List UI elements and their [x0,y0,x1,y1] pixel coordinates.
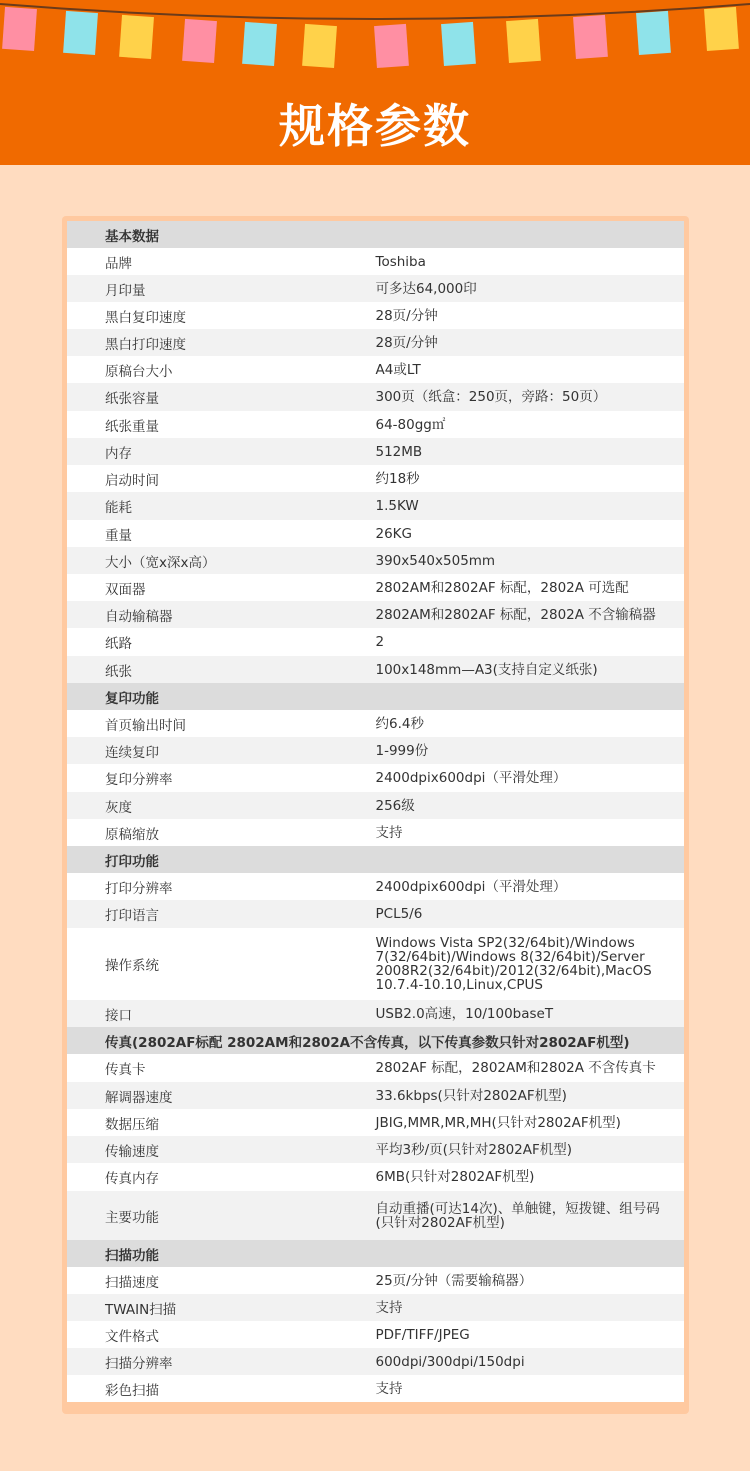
spec-value: Windows Vista SP2(32/64bit)/Windows 7(32/64bit)/Windows 8(32/64bit)/Server 2008R2(32/64bit)/2012(32/64bit),MacOS 10.7.4-10.10,Linux,CPUS [376,928,685,1000]
spec-value: 2802AM和2802AF 标配，2802A 可选配 [376,574,685,601]
spec-label: 灰度 [67,792,376,819]
section-title: 扫描功能 [67,1240,684,1267]
spec-value: 26KG [376,520,685,547]
spec-value: 28页/分钟 [376,329,685,356]
spec-label: 黑白打印速度 [67,329,376,356]
spec-label: 主要功能 [67,1191,376,1240]
spec-label: 原稿台大小 [67,356,376,383]
spec-row [67,737,684,764]
header-banner [0,0,750,165]
spec-label: TWAIN扫描 [67,1294,376,1321]
spec-label: 内存 [67,438,376,465]
spec-value: 64-80gg㎡ [376,411,685,438]
spec-label: 黑白复印速度 [67,302,376,329]
bunting-flag [242,22,277,66]
spec-row [67,438,684,465]
spec-label: 操作系统 [67,928,376,1000]
spec-row [67,411,684,438]
bunting-flag [573,15,608,59]
spec-value: 33.6kbps(只针对2802AF机型) [376,1082,685,1109]
spec-row [67,710,684,737]
spec-row [67,329,684,356]
spec-row [67,792,684,819]
spec-row [67,1109,684,1136]
spec-label: 扫描速度 [67,1267,376,1294]
spec-row [67,1136,684,1163]
spec-row [67,1082,684,1109]
spec-row [67,356,684,383]
section-header [67,846,684,873]
spec-value: PDF/TIFF/JPEG [376,1321,685,1348]
spec-row [67,601,684,628]
bunting-flag [182,19,217,63]
spec-row [67,1321,684,1348]
spec-label: 彩色扫描 [67,1375,376,1402]
spec-row [67,248,684,275]
spec-label: 自动输稿器 [67,601,376,628]
spec-value: 256级 [376,792,685,819]
bunting-flag [636,11,671,55]
bunting-flag [63,11,98,55]
spec-value: 支持 [376,1294,685,1321]
spec-value: 6MB(只针对2802AF机型) [376,1163,685,1191]
spec-row [67,383,684,411]
spec-row [67,275,684,302]
spec-row [67,492,684,520]
spec-value: 2400dpix600dpi（平滑处理） [376,873,685,900]
spec-label: 打印语言 [67,900,376,928]
section-header [67,221,684,248]
spec-row [67,520,684,547]
spec-label: 原稿缩放 [67,819,376,846]
spec-value: 约6.4秒 [376,710,685,737]
spec-value: 1-999份 [376,737,685,764]
spec-value: 约18秒 [376,465,685,492]
bunting-flag [119,15,154,59]
spec-label: 扫描分辨率 [67,1348,376,1375]
spec-label: 纸张 [67,656,376,683]
spec-value: 可多达64,000印 [376,275,685,302]
section-title: 基本数据 [67,221,684,248]
spec-row [67,628,684,656]
spec-label: 能耗 [67,492,376,520]
spec-value: Toshiba [376,248,685,275]
bunting-flag [302,24,337,68]
spec-row [67,1054,684,1082]
spec-value: 2400dpix600dpi（平滑处理） [376,764,685,792]
bunting-garland [0,0,750,80]
spec-label: 纸路 [67,628,376,656]
spec-value: 支持 [376,1375,685,1402]
spec-label: 重量 [67,520,376,547]
spec-value: 25页/分钟（需要输稿器） [376,1267,685,1294]
spec-row [67,465,684,492]
spec-row [67,1294,684,1321]
spec-value: 600dpi/300dpi/150dpi [376,1348,685,1375]
spec-value: 1.5KW [376,492,685,520]
spec-label: 数据压缩 [67,1109,376,1136]
bunting-flag [374,24,409,68]
spec-value: 300页（纸盒：250页，旁路：50页） [376,383,685,411]
page-title: 规格参数 [279,99,471,153]
bunting-flag [441,22,476,66]
spec-row [67,764,684,792]
spec-value: JBIG,MMR,MR,MH(只针对2802AF机型) [376,1109,685,1136]
spec-row [67,574,684,601]
spec-row [67,900,684,928]
spec-label: 纸张容量 [67,383,376,411]
spec-value: 自动重播(可达14次)、单触键，短拨键、组号码(只针对2802AF机型) [376,1191,685,1240]
spec-card [62,216,689,1414]
spec-label: 打印分辨率 [67,873,376,900]
section-header [67,1240,684,1267]
spec-value: A4或LT [376,356,685,383]
section-title: 打印功能 [67,846,684,873]
spec-row [67,1375,684,1402]
section-header [67,1027,684,1054]
spec-row [67,1267,684,1294]
spec-value: 2802AF 标配，2802AM和2802A 不含传真卡 [376,1054,685,1082]
spec-row [67,1163,684,1191]
spec-value: 2802AM和2802AF 标配，2802A 不含输稿器 [376,601,685,628]
spec-row [67,1348,684,1375]
section-title: 传真(2802AF标配 2802AM和2802A不含传真，以下传真参数只针对2802AF机型) [67,1027,684,1054]
bunting-flag [704,7,739,51]
spec-label: 启动时间 [67,465,376,492]
spec-label: 连续复印 [67,737,376,764]
spec-label: 解调器速度 [67,1082,376,1109]
spec-value: 390x540x505mm [376,547,685,574]
spec-value: 100x148mm—A3(支持自定义纸张) [376,656,685,683]
section-header [67,683,684,710]
spec-row [67,928,684,1000]
spec-label: 品牌 [67,248,376,275]
spec-label: 传真内存 [67,1163,376,1191]
spec-label: 传输速度 [67,1136,376,1163]
spec-value: 2 [376,628,685,656]
spec-label: 接口 [67,1000,376,1027]
spec-row [67,873,684,900]
spec-label: 首页输出时间 [67,710,376,737]
spec-value: 512MB [376,438,685,465]
spec-value: PCL5/6 [376,900,685,928]
spec-row [67,1000,684,1027]
spec-row [67,302,684,329]
spec-label: 大小（宽x深x高） [67,547,376,574]
spec-row [67,819,684,846]
spec-row [67,1191,684,1240]
bunting-flag [506,19,541,63]
spec-label: 纸张重量 [67,411,376,438]
spec-label: 传真卡 [67,1054,376,1082]
spec-table [67,221,684,1402]
section-title: 复印功能 [67,683,684,710]
spec-value: 支持 [376,819,685,846]
spec-row [67,547,684,574]
bunting-flag [2,7,37,51]
spec-row [67,656,684,683]
spec-label: 文件格式 [67,1321,376,1348]
spec-label: 月印量 [67,275,376,302]
spec-label: 复印分辨率 [67,764,376,792]
spec-value: 28页/分钟 [376,302,685,329]
spec-value: 平均3秒/页(只针对2802AF机型) [376,1136,685,1163]
spec-label: 双面器 [67,574,376,601]
spec-value: USB2.0高速，10/100baseT [376,1000,685,1027]
